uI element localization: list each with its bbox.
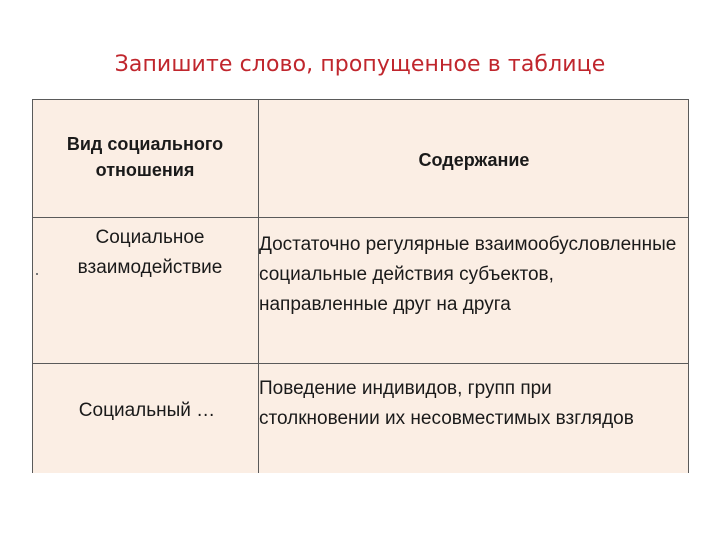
- slide-title: Запишите слово, пропущенное в таблице: [114, 52, 606, 77]
- row-2-type: [72, 389, 222, 433]
- table-left-border: [32, 99, 33, 473]
- row-2-type-text: Социальный …: [78, 400, 216, 421]
- header-content-label: Содержание: [418, 150, 530, 170]
- table: [32, 99, 689, 473]
- stray-dot: [36, 273, 38, 275]
- header-type-label: Вид социального отношения: [66, 134, 224, 180]
- row-2-content: [259, 374, 659, 434]
- row-divider: [32, 363, 689, 364]
- row-2-content-text: Поведение индивидов, групп при столкновении их несовместимых взглядов: [259, 378, 634, 429]
- row-1-content-text: Достаточно регулярные взаимообусловленные социальные действия субъектов, направленные друг на друга: [259, 234, 677, 315]
- table-right-border: [688, 99, 689, 473]
- table-top-border: [32, 99, 689, 100]
- header-type: [38, 131, 252, 183]
- header-content: [260, 147, 688, 173]
- row-1-type: [50, 223, 250, 283]
- row-1-content: [259, 230, 677, 320]
- row-1-type-text: Социальное взаимодействие: [77, 227, 223, 278]
- header-divider: [32, 217, 689, 218]
